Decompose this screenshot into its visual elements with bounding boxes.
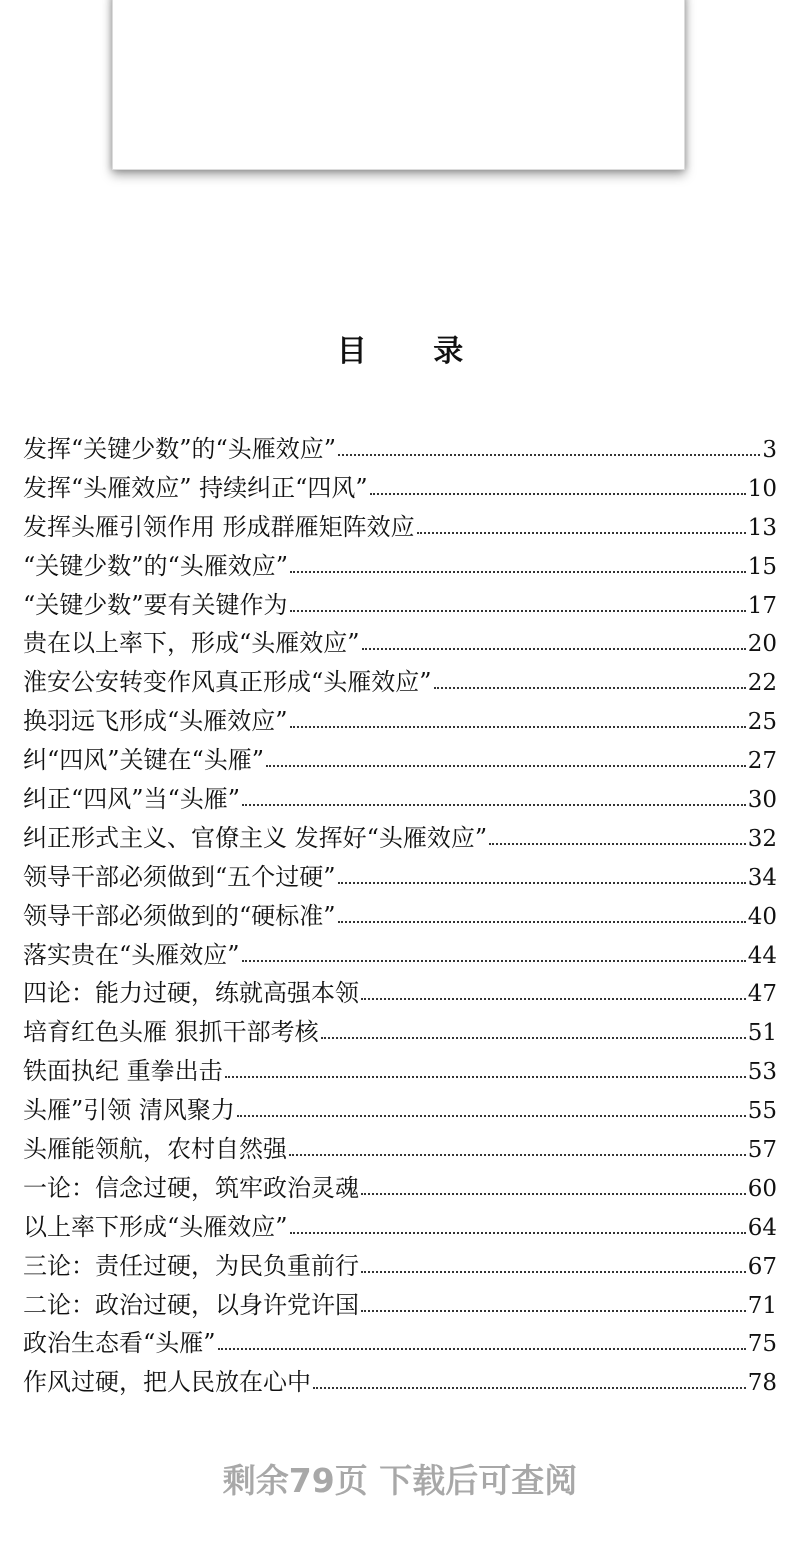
toc-dot-leader (290, 1211, 746, 1235)
toc-entry[interactable] (23, 702, 777, 741)
toc-entry-page-number: 32 (747, 825, 777, 852)
toc-entry-page-number: 53 (747, 1059, 777, 1086)
toc-entry[interactable] (23, 1091, 777, 1130)
toc-entry-title: 纠正“四风”当“头雁” (23, 785, 241, 814)
toc-dot-leader (290, 550, 746, 574)
toc-entry-page-number: 3 (762, 437, 777, 463)
toc-entry[interactable] (23, 1324, 777, 1363)
toc-entry-title: 纠“四风”关键在“头雁” (23, 746, 265, 775)
toc-entry[interactable] (23, 780, 777, 819)
toc-entry-page-number: 34 (747, 864, 777, 891)
toc-entry-title: 一论：信念过硬，筑牢政治灵魂 (23, 1173, 359, 1202)
toc-entry-title: 头雁”引领 清风聚力 (23, 1096, 235, 1125)
toc-dot-leader (242, 939, 746, 963)
toc-dot-leader (361, 1172, 746, 1196)
toc-dot-leader (417, 511, 746, 535)
toc-entry[interactable] (23, 469, 777, 508)
toc-entry-page-number: 44 (747, 942, 777, 969)
toc-dot-leader (225, 1055, 746, 1079)
toc-dot-leader (370, 472, 746, 496)
toc-entry-page-number: 22 (747, 670, 777, 697)
toc-entry-page-number: 17 (747, 592, 777, 619)
toc-dot-leader (321, 1016, 746, 1040)
toc-dot-leader (289, 1133, 746, 1157)
toc-dot-leader (489, 822, 746, 846)
toc-entry-title: “关键少数”要有关键作为 (23, 590, 288, 619)
toc-entry-title: 发挥“头雁效应” 持续纠正“四风” (23, 473, 368, 502)
toc-entry-page-number: 78 (747, 1370, 777, 1397)
table-of-contents (23, 430, 777, 1402)
toc-entry[interactable] (23, 624, 777, 663)
toc-entry[interactable] (23, 858, 777, 897)
toc-entry[interactable] (23, 1169, 777, 1208)
toc-entry-page-number: 20 (747, 631, 777, 658)
toc-entry-page-number: 30 (747, 787, 777, 814)
toc-entry-title: 领导干部必须做到“五个过硬” (23, 862, 336, 891)
toc-entry-page-number: 75 (747, 1331, 777, 1358)
toc-entry-page-number: 60 (747, 1175, 777, 1202)
toc-dot-leader (338, 900, 746, 924)
toc-title: 目 录 (336, 334, 492, 369)
toc-entry-page-number: 27 (747, 748, 777, 775)
remaining-pages-notice: 剩余79页 下载后可查阅 (222, 1461, 578, 1500)
toc-dot-leader (361, 1250, 746, 1274)
toc-entry-page-number: 15 (747, 553, 777, 580)
toc-entry[interactable] (23, 663, 777, 702)
toc-entry-title: 二论：政治过硬，以身许党许国 (23, 1290, 359, 1319)
toc-entry-page-number: 71 (747, 1292, 777, 1319)
toc-entry-title: 铁面执纪 重拳出击 (23, 1057, 223, 1086)
toc-dot-leader (237, 1094, 746, 1118)
toc-entry-page-number: 47 (747, 981, 777, 1008)
toc-entry-page-number: 10 (747, 475, 777, 502)
toc-entry[interactable] (23, 430, 777, 469)
toc-entry-page-number: 51 (747, 1020, 777, 1047)
toc-entry-page-number: 55 (747, 1098, 777, 1125)
toc-dot-leader (434, 666, 746, 690)
toc-entry-title: 落实贵在“头雁效应” (23, 940, 240, 969)
toc-entry-title: 四论：能力过硬，练就高强本领 (23, 979, 359, 1008)
toc-entry[interactable] (23, 974, 777, 1013)
toc-dot-leader (290, 705, 746, 729)
toc-entry-page-number: 57 (747, 1137, 777, 1164)
toc-dot-leader (290, 589, 746, 613)
toc-entry-title: 领导干部必须做到的“硬标准” (23, 901, 336, 930)
toc-entry-title: “关键少数”的“头雁效应” (23, 551, 289, 580)
toc-entry-title: 以上率下形成“头雁效应” (23, 1212, 288, 1241)
toc-entry[interactable] (23, 1052, 777, 1091)
toc-entry[interactable] (23, 1247, 777, 1286)
toc-dot-leader (313, 1366, 746, 1390)
toc-entry-title: 三论：责任过硬，为民负重前行 (23, 1251, 359, 1280)
toc-entry-page-number: 64 (747, 1214, 777, 1241)
toc-entry-title: 发挥“关键少数”的“头雁效应” (23, 435, 337, 463)
toc-entry[interactable] (23, 1363, 777, 1402)
toc-entry[interactable] (23, 936, 777, 975)
toc-entry[interactable] (23, 547, 777, 586)
toc-entry[interactable] (23, 819, 777, 858)
toc-entry-title: 换羽远飞形成“头雁效应” (23, 707, 288, 736)
toc-entry[interactable] (23, 741, 777, 780)
toc-dot-leader (218, 1327, 746, 1351)
toc-entry-title: 淮安公安转变作风真正形成“头雁效应” (23, 668, 432, 697)
toc-entry-title: 贵在以上率下，形成“头雁效应” (23, 629, 360, 658)
toc-entry[interactable] (23, 897, 777, 936)
toc-dot-leader (242, 783, 746, 807)
toc-dot-leader (266, 744, 746, 768)
toc-entry-page-number: 67 (747, 1253, 777, 1280)
toc-dot-leader (361, 977, 746, 1001)
toc-entry-title: 头雁能领航，农村自然强 (23, 1135, 287, 1164)
toc-entry-page-number: 25 (747, 709, 777, 736)
document-preview-card (112, 0, 685, 170)
toc-dot-leader (338, 433, 760, 457)
toc-dot-leader (338, 861, 746, 885)
toc-entry-title: 作风过硬，把人民放在心中 (23, 1368, 311, 1397)
toc-entry[interactable] (23, 586, 777, 625)
toc-entry[interactable] (23, 1013, 777, 1052)
toc-dot-leader (361, 1289, 746, 1313)
toc-entry-title: 培育红色头雁 狠抓干部考核 (23, 1018, 319, 1047)
toc-entry[interactable] (23, 1130, 777, 1169)
toc-entry-page-number: 13 (747, 514, 777, 541)
toc-entry[interactable] (23, 1208, 777, 1247)
toc-entry[interactable] (23, 508, 777, 547)
toc-entry-title: 纠正形式主义、官僚主义 发挥好“头雁效应” (23, 823, 488, 852)
toc-entry[interactable] (23, 1286, 777, 1325)
toc-entry-title: 政治生态看“头雁” (23, 1329, 216, 1358)
toc-entry-page-number: 40 (747, 903, 777, 930)
toc-entry-title: 发挥头雁引领作用 形成群雁矩阵效应 (23, 512, 415, 541)
toc-dot-leader (362, 627, 746, 651)
